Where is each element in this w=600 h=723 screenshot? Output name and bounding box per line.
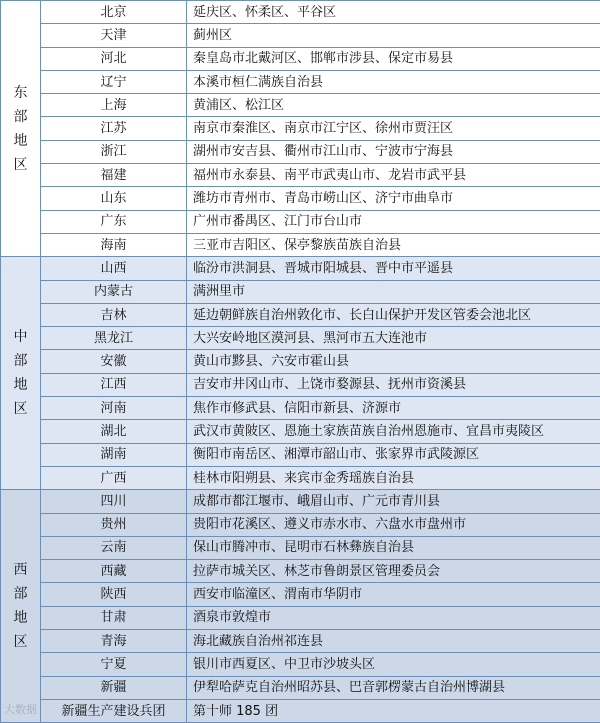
table-row (1, 47, 600, 70)
region-table-body (1, 1, 600, 723)
areas-cell: 武汉市黄陂区、恩施土家族苗族自治州恩施市、宜昌市夷陵区 (187, 420, 600, 443)
table-row (1, 490, 600, 513)
province-cell: 安徽 (41, 350, 187, 373)
province-cell: 云南 (41, 536, 187, 559)
province-cell: 湖北 (41, 420, 187, 443)
table-row (1, 164, 600, 187)
province-cell: 江苏 (41, 117, 187, 140)
province-cell: 江西 (41, 373, 187, 396)
table-row (1, 676, 600, 699)
areas-cell: 满洲里市 (187, 280, 600, 303)
areas-cell: 拉萨市城关区、林芝市鲁朗景区管理委员会 (187, 560, 600, 583)
province-cell: 河北 (41, 47, 187, 70)
province-cell: 海南 (41, 233, 187, 256)
province-cell: 吉林 (41, 303, 187, 326)
table-row (1, 350, 600, 373)
province-cell: 山西 (41, 257, 187, 280)
areas-cell: 成都市都江堰市、峨眉山市、广元市青川县 (187, 490, 600, 513)
table-row (1, 94, 600, 117)
province-cell: 山东 (41, 187, 187, 210)
province-cell: 陕西 (41, 583, 187, 606)
areas-cell: 吉安市井冈山市、上饶市婺源县、抚州市资溪县 (187, 373, 600, 396)
table-row (1, 257, 600, 280)
table-row (1, 280, 600, 303)
areas-cell: 焦作市修武县、信阳市新县、济源市 (187, 397, 600, 420)
table-row (1, 210, 600, 233)
areas-cell: 南京市秦淮区、南京市江宁区、徐州市贾汪区 (187, 117, 600, 140)
table-row (1, 187, 600, 210)
province-cell: 新疆生产建设兵团 (41, 699, 187, 722)
areas-cell: 潍坊市青州市、青岛市崂山区、济宁市曲阜市 (187, 187, 600, 210)
areas-cell: 桂林市阳朔县、来宾市金秀瑶族自治县 (187, 466, 600, 489)
table-row (1, 466, 600, 489)
areas-cell: 湖州市安吉县、衢州市江山市、宁波市宁海县 (187, 140, 600, 163)
table-row (1, 560, 600, 583)
table-row (1, 653, 600, 676)
areas-cell: 西安市临潼区、渭南市华阴市 (187, 583, 600, 606)
areas-cell: 蓟州区 (187, 24, 600, 47)
areas-cell: 大兴安岭地区漠河县、黑河市五大连池市 (187, 327, 600, 350)
areas-cell: 第十师 185 团 (187, 699, 600, 722)
province-cell: 新疆 (41, 676, 187, 699)
areas-cell: 海北藏族自治州祁连县 (187, 630, 600, 653)
table-row (1, 140, 600, 163)
region-name: 西部地区 (13, 558, 29, 654)
province-cell: 天津 (41, 24, 187, 47)
table-row (1, 397, 600, 420)
table-row (1, 373, 600, 396)
table-row (1, 117, 600, 140)
province-cell: 浙江 (41, 140, 187, 163)
table-row (1, 443, 600, 466)
areas-cell: 伊犁哈萨克自治州昭苏县、巴音郭楞蒙古自治州博湖县 (187, 676, 600, 699)
watermark-text: 大数据 (4, 701, 37, 717)
region-name: 东部地区 (13, 81, 29, 177)
region-name-cell (1, 1, 41, 257)
table-row (1, 1, 600, 24)
province-cell: 广东 (41, 210, 187, 233)
areas-cell: 黄山市黟县、六安市霍山县 (187, 350, 600, 373)
areas-cell: 三亚市吉阳区、保亭黎族苗族自治县 (187, 233, 600, 256)
areas-cell: 福州市永泰县、南平市武夷山市、龙岩市武平县 (187, 164, 600, 187)
table-row (1, 699, 600, 722)
table-row (1, 513, 600, 536)
areas-cell: 衡阳市南岳区、湘潭市韶山市、张家界市武陵源区 (187, 443, 600, 466)
table-row (1, 233, 600, 256)
province-cell: 北京 (41, 1, 187, 24)
province-cell: 上海 (41, 94, 187, 117)
table-row (1, 303, 600, 326)
province-cell: 甘肃 (41, 606, 187, 629)
areas-cell: 酒泉市敦煌市 (187, 606, 600, 629)
table-row (1, 24, 600, 47)
table-row (1, 327, 600, 350)
areas-cell: 秦皇岛市北戴河区、邯郸市涉县、保定市易县 (187, 47, 600, 70)
province-cell: 河南 (41, 397, 187, 420)
areas-cell: 延庆区、怀柔区、平谷区 (187, 1, 600, 24)
province-cell: 广西 (41, 466, 187, 489)
province-cell: 内蒙古 (41, 280, 187, 303)
province-cell: 四川 (41, 490, 187, 513)
areas-cell: 银川市西夏区、中卫市沙坡头区 (187, 653, 600, 676)
areas-cell: 广州市番禺区、江门市台山市 (187, 210, 600, 233)
areas-cell: 本溪市桓仁满族自治县 (187, 70, 600, 93)
province-cell: 湖南 (41, 443, 187, 466)
table-row (1, 70, 600, 93)
province-cell: 青海 (41, 630, 187, 653)
areas-cell: 延边朝鲜族自治州敦化市、长白山保护开发区管委会池北区 (187, 303, 600, 326)
table-row (1, 630, 600, 653)
areas-cell: 临汾市洪洞县、晋城市阳城县、晋中市平遥县 (187, 257, 600, 280)
table-row (1, 536, 600, 559)
region-name: 中部地区 (13, 325, 29, 421)
province-cell: 黑龙江 (41, 327, 187, 350)
areas-cell: 保山市腾冲市、昆明市石林彝族自治县 (187, 536, 600, 559)
table-row (1, 583, 600, 606)
region-name-cell (1, 257, 41, 490)
province-cell: 辽宁 (41, 70, 187, 93)
province-cell: 宁夏 (41, 653, 187, 676)
table-row (1, 606, 600, 629)
province-cell: 西藏 (41, 560, 187, 583)
province-cell: 贵州 (41, 513, 187, 536)
province-cell: 福建 (41, 164, 187, 187)
areas-cell: 黄浦区、松江区 (187, 94, 600, 117)
table-row (1, 420, 600, 443)
areas-cell: 贵阳市花溪区、遵义市赤水市、六盘水市盘州市 (187, 513, 600, 536)
region-name-cell (1, 490, 41, 723)
